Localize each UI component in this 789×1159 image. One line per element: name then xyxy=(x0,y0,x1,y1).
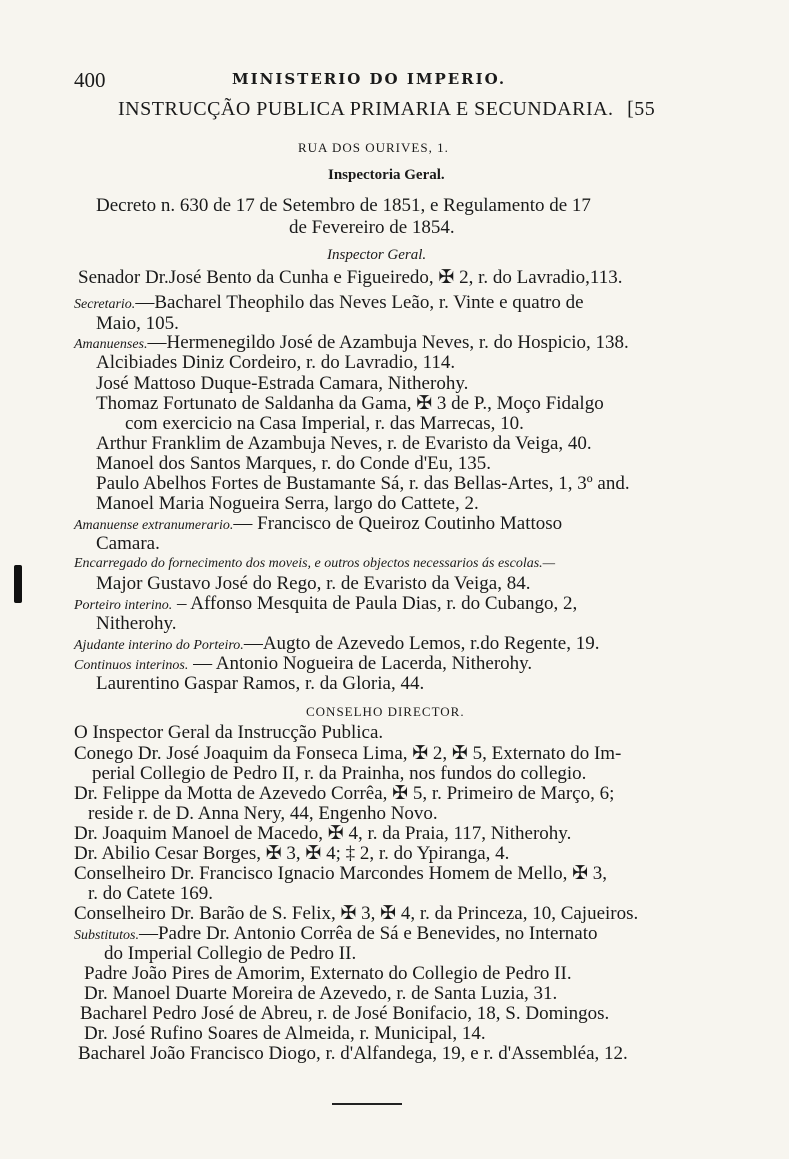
decree-line-2: de Fevereiro de 1854. xyxy=(289,217,455,238)
entry-line: com exercicio na Casa Imperial, r. das Marrecas, 10. xyxy=(125,413,524,434)
substitutos-label: Substitutos. xyxy=(74,928,139,943)
entry-line: Camara. xyxy=(96,533,160,554)
conselho-entry: Padre João Pires de Amorim, Externato do Collegio de Pedro II. xyxy=(84,963,572,984)
conselho-entry: do Imperial Collegio de Pedro II. xyxy=(104,943,357,964)
conselho-entry: r. do Catete 169. xyxy=(88,883,214,904)
conselho-entry: Bacharel João Francisco Diogo, r. d'Alfandega, 19, e r. d'Assembléa, 12. xyxy=(78,1043,628,1064)
page-number: 400 xyxy=(74,68,106,92)
porteiro-label: Porteiro interino. xyxy=(74,598,173,613)
entry-continuation: Maio, 105. xyxy=(96,313,179,334)
entry-line: Thomaz Fortunato de Saldanha da Gama, ✠ 3 de P., Moço Fidalgo xyxy=(96,393,604,414)
porteiro-text: – Affonso Mesquita de Paula Dias, r. do Cubango, 2, xyxy=(172,593,578,614)
closing-rule xyxy=(332,1103,402,1105)
subsection-title: Inspectoria Geral. xyxy=(328,167,445,183)
bookmark-ribbon xyxy=(14,565,22,603)
entry-line: Nitherohy. xyxy=(96,613,177,634)
substitutos-text: —Padre Dr. Antonio Corrêa de Sá e Benevides, no Internato xyxy=(138,923,598,944)
entry-line: Manoel dos Santos Marques, r. do Conde d'Eu, 135. xyxy=(96,453,492,474)
amanuenses-label: Amanuenses. xyxy=(74,337,148,352)
ajudante-label: Ajudante interino do Porteiro. xyxy=(74,638,244,653)
entry-line: Paulo Abelhos Fortes de Bustamante Sá, r. das Bellas-Artes, 1, 3º and. xyxy=(96,473,630,494)
conselho-heading: CONSELHO DIRECTOR. xyxy=(306,704,465,719)
conselho-entry: Conselheiro Dr. Francisco Ignacio Marcondes Homem de Mello, ✠ 3, xyxy=(74,863,608,884)
section-title-text: INSTRUCÇÃO PUBLICA PRIMARIA E SECUNDARIA. xyxy=(118,98,614,120)
extranumerario-label: Amanuense extranumerario. xyxy=(74,518,234,533)
entry-line: Manoel Maria Nogueira Serra, largo do Cattete, 2. xyxy=(96,493,479,514)
secretario-label: Secretario. xyxy=(74,297,136,312)
section-ref: [55 xyxy=(627,98,656,120)
continuos-text: — Antonio Nogueira de Lacerda, Nitherohy. xyxy=(188,653,533,674)
entry-line: Alcibiades Diniz Cordeiro, r. do Lavradio, 114. xyxy=(96,352,456,373)
conselho-entry: Dr. Abilio Cesar Borges, ✠ 3, ✠ 4; ‡ 2, r. do Ypiranga, 4. xyxy=(74,843,510,864)
entry-line: Laurentino Gaspar Ramos, r. da Gloria, 44. xyxy=(96,673,425,694)
conselho-entry: Dr. José Rufino Soares de Almeida, r. Municipal, 14. xyxy=(84,1023,486,1044)
conselho-entry: Conselheiro Dr. Barão de S. Felix, ✠ 3, ✠ 4, r. da Princeza, 10, Cajueiros. xyxy=(74,903,639,924)
conselho-entry: Bacharel Pedro José de Abreu, r. de José Bonifacio, 18, S. Domingos. xyxy=(80,1003,610,1024)
decree-line-1: Decreto n. 630 de 17 de Setembro de 1851, e Regulamento de 17 xyxy=(96,195,591,216)
conselho-entry: Dr. Manoel Duarte Moreira de Azevedo, r. de Santa Luzia, 31. xyxy=(84,983,558,1004)
amanuenses-text: —Hermenegildo José de Azambuja Neves, r. do Hospicio, 138. xyxy=(147,332,629,353)
conselho-entry: Dr. Felippe da Motta de Azevedo Corrêa, ✠ 5, r. Primeiro de Março, 6; xyxy=(74,783,615,804)
entry-encarregado-label: Encarregado do fornecimento dos moveis, e outros objectos necessarios ás escolas.— xyxy=(74,556,556,571)
role-heading: Inspector Geral. xyxy=(327,247,427,263)
running-title: MINISTERIO DO IMPERIO. xyxy=(232,70,507,88)
section-address: RUA DOS OURIVES, 1. xyxy=(298,140,449,155)
ajudante-text: —Augto de Azevedo Lemos, r.do Regente, 19. xyxy=(243,633,600,654)
extranumerario-text: — Francisco de Queiroz Coutinho Mattoso xyxy=(233,513,563,534)
section-title xyxy=(118,98,655,120)
entry-line: Major Gustavo José do Rego, r. de Evaristo da Veiga, 84. xyxy=(96,573,531,594)
entry-line: José Mattoso Duque-Estrada Camara, Nitherohy. xyxy=(96,373,469,394)
conselho-entry: Conego Dr. José Joaquim da Fonseca Lima, ✠ 2, ✠ 5, Externato do Im- xyxy=(74,743,622,764)
conselho-entry: Dr. Joaquim Manoel de Macedo, ✠ 4, r. da Praia, 117, Nitherohy. xyxy=(74,823,572,844)
conselho-entry: perial Collegio de Pedro II, r. da Prainha, nos fundos do collegio. xyxy=(92,763,587,784)
continuos-label: Continuos interinos. xyxy=(74,658,189,673)
secretario-text: —Bacharel Theophilo das Neves Leão, r. Vinte e quatro de xyxy=(135,292,584,313)
entry-senador: Senador Dr.José Bento da Cunha e Figueiredo, ✠ 2, r. do Lavradio,113. xyxy=(78,267,623,288)
conselho-entry: reside r. de D. Anna Nery, 44, Engenho Novo. xyxy=(88,803,438,824)
entry-line: Arthur Franklim de Azambuja Neves, r. de Evaristo da Veiga, 40. xyxy=(96,433,592,454)
conselho-entry: O Inspector Geral da Instrucção Publica. xyxy=(74,722,384,743)
